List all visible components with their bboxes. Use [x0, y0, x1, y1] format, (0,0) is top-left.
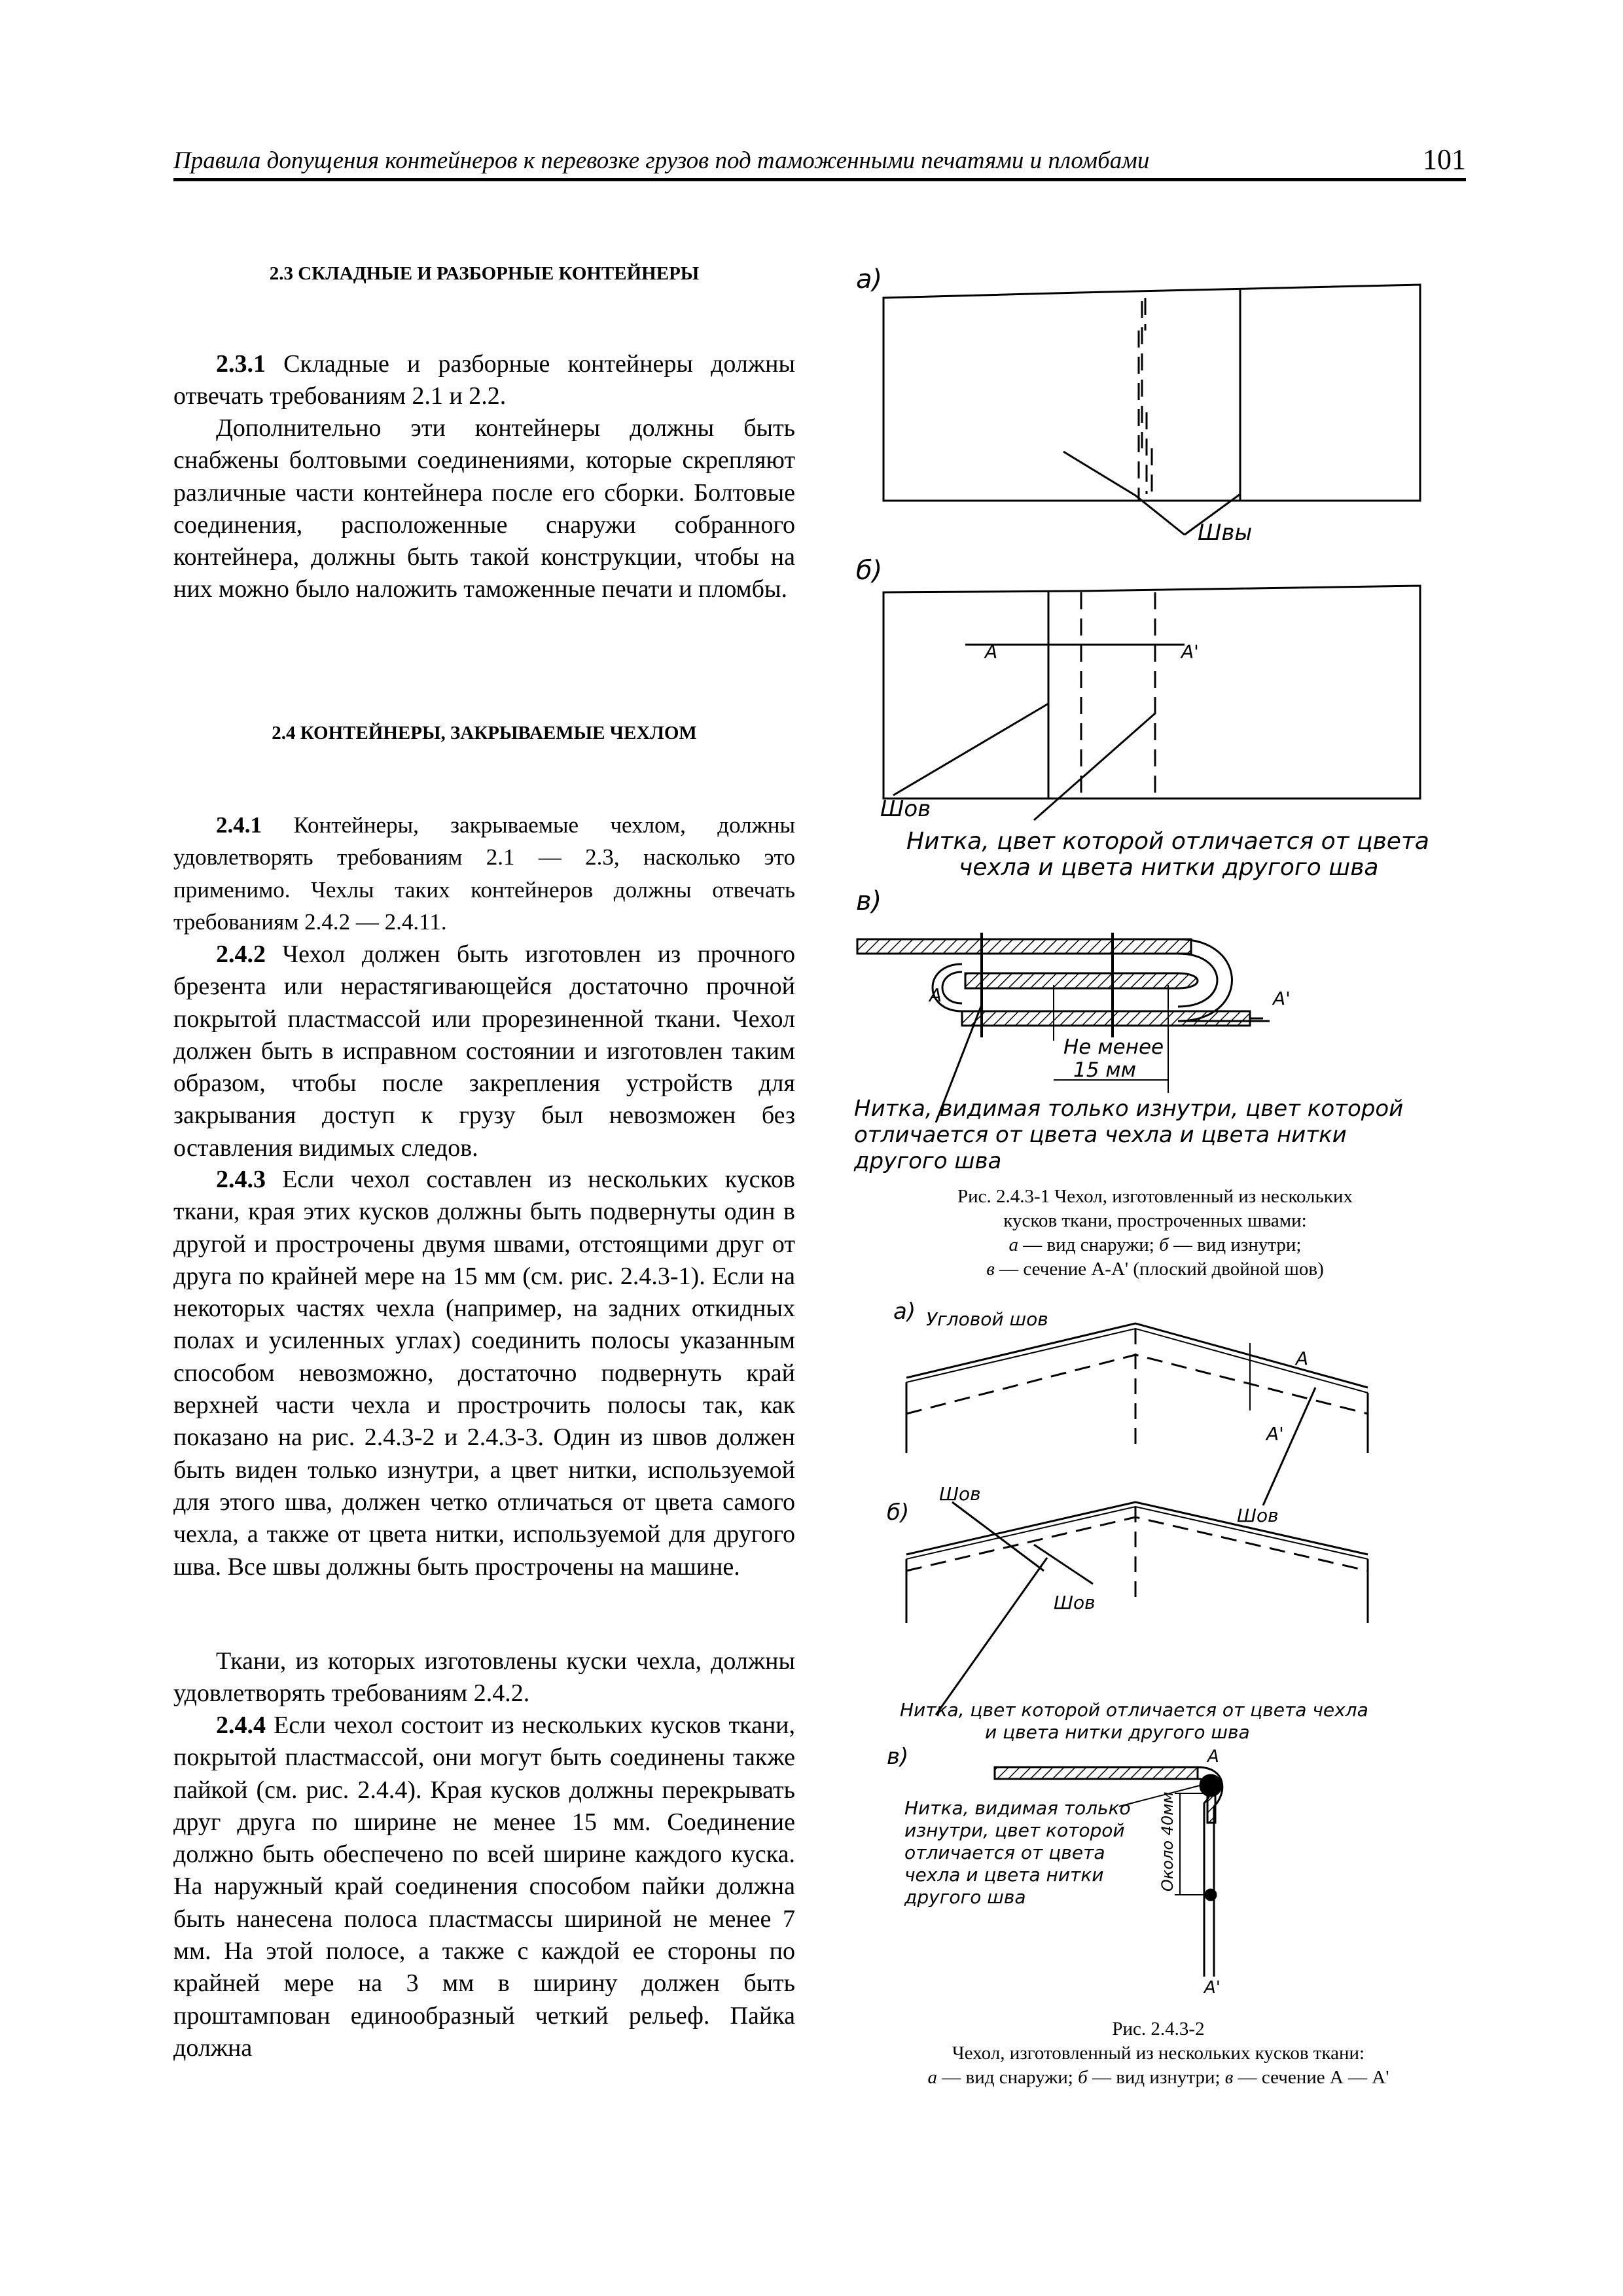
cover-panel-outside [883, 285, 1420, 501]
leader-line [1263, 1388, 1315, 1505]
section-label-a: A [1207, 1747, 1219, 1767]
header-rule [173, 178, 1466, 181]
section-label-a: A [1296, 1348, 1309, 1369]
page-number: 101 [1423, 143, 1466, 175]
section-title-2-3: 2.3 СКЛАДНЫЕ И РАЗБОРНЫЕ КОНТЕЙНЕРЫ [269, 263, 700, 284]
fabric-inner-layer [965, 973, 1198, 988]
inner-thread-label-line3: отличается от цвета [904, 1842, 1105, 1863]
leader-line [936, 1558, 1047, 1715]
paragraph-number: 2.4.4 [216, 1712, 266, 1739]
paragraph-2-4-3-cont: Ткани, из которых изготовлены куски чехла, должны удовлетворять требованиям 2.4.2. [173, 1647, 795, 1708]
seams-label: Швы [1198, 520, 1253, 546]
cover-panel-inside [883, 586, 1420, 798]
inner-thread-label-line5: другого шва [904, 1886, 1026, 1908]
section-label-a-prime: A' [1273, 988, 1291, 1009]
thread-label-line1: Нитка, цвет которой отличается от цвета [906, 828, 1429, 855]
thread-label-line2: и цвета нитки другого шва [985, 1721, 1250, 1743]
view-b-label: б) [856, 556, 883, 586]
dimension-label: Около 40мм [1158, 1791, 1177, 1892]
paragraph-2-3-1-cont: Дополнительно эти контейнеры должны быть снабжены болтовыми соединениями, которые скрепляют различные части контейнера после его сборки. Болтовые соединения, расположенные снаружи собранного контейнера, должны быть такой конструкции, чтобы на них можно было наложить таможенные печати и пломбы. [173, 414, 795, 603]
paragraph-number: 2.3.1 [216, 350, 266, 378]
leader-line [893, 704, 1048, 795]
inner-thread-label-line2: изнутри, цвет которой [904, 1820, 1125, 1841]
dimension-label-line2: 15 мм [1073, 1058, 1137, 1082]
paragraph-number: 2.4.1 [216, 812, 262, 838]
thread-label-line1: Нитка, цвет которой отличается от цвета чехла [900, 1699, 1368, 1721]
paragraph-2-4-2: 2.4.2 Чехол должен быть изготовлен из прочного брезента или нерастягивающейся достаточно прочной покрытой пластмассой или прорезиненной ткани. Чехол должен быть в исправном состоянии и изготовлен таким образом, чтобы после закрепления устройств для закрывания доступ к грузу был невозможен без оставления видимых следов. [173, 941, 795, 1162]
seam-label: Шов [880, 796, 931, 822]
view-v-label: в) [856, 886, 882, 916]
thread-label-line2: чехла и цвета нитки другого шва [959, 854, 1379, 881]
seam-label: Шов [1054, 1592, 1096, 1613]
figure-2-4-3-2 [857, 1296, 1459, 2003]
inner-thread-label-line3: другого шва [854, 1148, 1002, 1174]
seam-label: Шов [939, 1483, 981, 1505]
figure-2-4-3-2-caption: Рис. 2.4.3-2 Чехол, изготовленный из нескольких кусков ткани: а — вид снаружи; б — вид изнутри; в — сечение А — А' [927, 2018, 1389, 2088]
figure-2-4-3-1 [844, 252, 1466, 1181]
paragraph-number: 2.4.2 [216, 941, 266, 968]
view-v-label: в) [887, 1744, 909, 1770]
fabric-top-layer [995, 1767, 1198, 1779]
section-label-a: A [929, 984, 942, 1006]
view-a-label: а) [893, 1299, 916, 1325]
running-title: Правила допущения контейнеров к перевозке грузов под таможенными печатями и пломбами [173, 147, 1150, 174]
seam-label: Шов [1237, 1505, 1279, 1526]
fabric-top-layer [857, 939, 1191, 954]
corner-seam-label: Угловой шов [926, 1308, 1048, 1330]
figure-2-4-3-2-drawing [857, 1296, 1459, 2003]
inner-thread-label-line1: Нитка, видимая только [904, 1797, 1131, 1819]
fabric-bottom-layer [962, 1011, 1250, 1026]
figure-2-4-3-1-caption: Рис. 2.4.3-1 Чехол, изготовленный из нескольких кусков ткани, простроченных швами: а — вид снаружи; б — вид изнутри; в — сечение А-А' (плоский двойной шов) [957, 1186, 1353, 1280]
corner-edge [906, 1502, 1368, 1554]
leader-line [1063, 452, 1185, 535]
inner-thread-label-line4: чехла и цвета нитки [904, 1864, 1104, 1886]
leader-line [1034, 713, 1155, 820]
dimension-label-line1: Не менее [1063, 1035, 1164, 1059]
section-label-a-prime: A' [1266, 1423, 1284, 1444]
paragraph-2-3-1: 2.3.1 Складные и разборные контейнеры должны отвечать требованиям 2.1 и 2.2. [173, 350, 795, 410]
paragraph-2-4-1: 2.4.1 Контейнеры, закрываемые чехлом, должны удовлетворять требованиям 2.1 — 2.3, насколько это применимо. Чехлы таких контейнеров должны отвечать требованиям 2.4.2 — 2.4.11. [173, 812, 795, 935]
leader-line [952, 1502, 1044, 1571]
stitch-dot [1205, 1890, 1216, 1900]
view-a-label: а) [856, 264, 883, 295]
figure-2-4-3-1-drawing [844, 252, 1466, 1181]
paragraph-number: 2.4.3 [216, 1166, 266, 1193]
inner-thread-label-line1: Нитка, видимая только изнутри, цвет которой [854, 1096, 1404, 1122]
section-label-a-prime: A' [1181, 641, 1199, 662]
view-b-label: б) [887, 1499, 910, 1526]
paragraph-2-4-3: 2.4.3 Если чехол составлен из нескольких кусков ткани, края этих кусков должны быть подвернуты один в другой и прострочены двумя швами, отстоящими друг от друга по крайней мере на 15 мм (см. рис. 2.4.3-1). Если на некоторых частях чехла (например, на задних откидных полах и усиленных углах) соединить полосы указанным способом невозможно, достаточно подвернуть край верхней части чехла и прострочить полосы так, как показано на рис. 2.4.3-2 и 2.4.3-3. Один из швов должен быть виден только изнутри, а цвет нитки, используемой для этого шва, должен четко отличаться от цвета самого чехла, а также от цвета нитки, используемой для другого шва. Все швы должны быть прострочены на машине. [173, 1166, 795, 1581]
section-label-a: A [985, 641, 998, 662]
inner-thread-label-line2: отличается от цвета чехла и цвета нитки [854, 1122, 1347, 1148]
section-title-2-4: 2.4 КОНТЕЙНЕРЫ, ЗАКРЫВАЕМЫЕ ЧЕХЛОМ [272, 723, 697, 744]
section-label-a-prime: A' [1204, 1978, 1221, 1998]
paragraph-2-4-4: 2.4.4 Если чехол состоит из нескольких кусков ткани, покрытой пластмассой, они могут быть соединены также пайкой (см. рис. 2.4.4). Края кусков должны перекрывать друг друга по ширине не менее 15 мм. Соединение должно быть обеспечено по всей ширине каждого куска. На наружный край соединения способом пайки должна быть нанесена полоса пластмассы шириной не менее 7 мм. На этой полосе, а также с каждой ее стороны по крайней мере на 3 мм в ширину должен быть проштампован единообразный четкий рельеф. Пайка должна [173, 1712, 795, 2062]
page-header [173, 143, 1466, 182]
